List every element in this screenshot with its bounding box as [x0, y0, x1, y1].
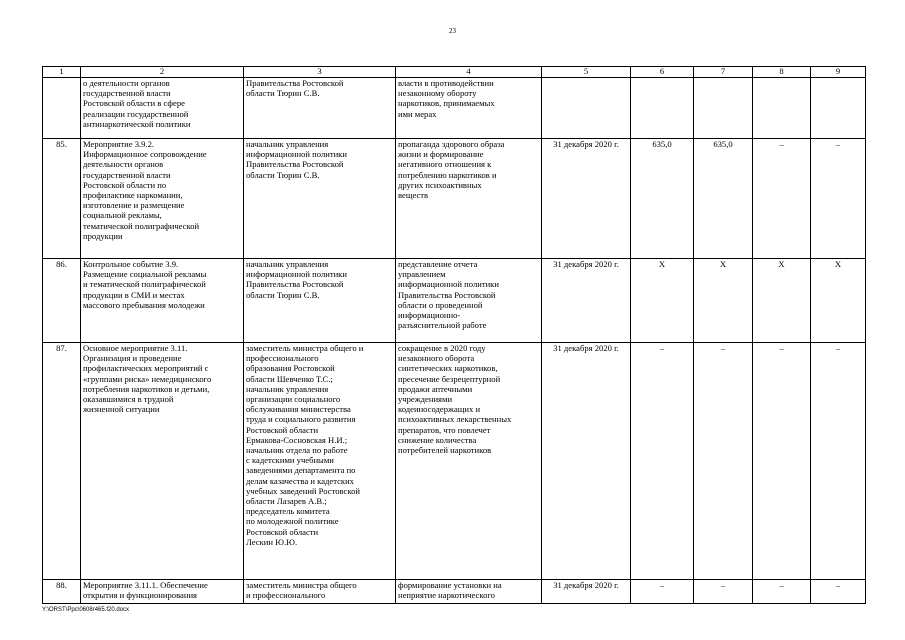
value-cell-8: – — [753, 343, 811, 580]
event-cell: Контрольное событие 3.9. Размещение социальной рекламы и тематической полиграфической продукции в СМИ и местах массового пребывания молодежи — [81, 259, 244, 343]
column-header-4: 4 — [396, 67, 542, 78]
date-cell: 31 декабря 2020 г. — [542, 580, 631, 604]
column-header-9: 9 — [811, 67, 866, 78]
file-path: Y:\ORST\Ppc\0608r465.f20.docx — [42, 607, 130, 613]
value-cell-6: – — [631, 343, 694, 580]
value-cell-7: – — [694, 580, 753, 604]
value-cell-6: Х — [631, 259, 694, 343]
responsible-cell: начальник управления информационной политики Правительства Ростовской области Тюрин С.В. — [244, 139, 396, 259]
column-header-3: 3 — [244, 67, 396, 78]
value-cell-9: Х — [811, 259, 866, 343]
result-cell: формирование установки на неприятие наркотического — [396, 580, 542, 604]
event-cell: о деятельности органов государственной власти Ростовской области в сфере реализации государственной антинаркотической политики — [81, 78, 244, 139]
value-cell-6 — [631, 78, 694, 139]
column-header-1: 1 — [43, 67, 81, 78]
value-cell-7 — [694, 78, 753, 139]
result-cell: власти в противодействии незаконному обороту наркотиков, принимаемых ими мерах — [396, 78, 542, 139]
value-cell-8 — [753, 78, 811, 139]
value-cell-7: Х — [694, 259, 753, 343]
value-cell-8: – — [753, 139, 811, 259]
event-cell: Мероприятие 3.11.1. Обеспечение открытия и функционирования — [81, 580, 244, 604]
column-header-8: 8 — [753, 67, 811, 78]
responsible-cell: Правительства Ростовской области Тюрин С.В. — [244, 78, 396, 139]
event-cell: Основное мероприятие 3.11. Организация и проведение профилактических мероприятий с «группами риска» немедицинского потребления наркотиков и детьми, оказавшимися в трудной жизненной ситуации — [81, 343, 244, 580]
value-cell-8: Х — [753, 259, 811, 343]
responsible-cell: заместитель министра общего и профессионального образования Ростовской области Шевченко Т.С.; начальник управления организации социального обслуживания министерства труда и социального развития Ростовской области Ермакова-Сосновская Н.И.; начальник отдела по работе с кадетскими учебными заведениями департамента по делам казачества и кадетских учебных заведений Ростовской области Лазарев А.В.; председатель комитета по молодежной политике Ростовской области Лескин Ю.Ю. — [244, 343, 396, 580]
table-row — [43, 139, 866, 259]
row-number: 88. — [43, 580, 81, 604]
row-number — [43, 78, 81, 139]
column-header-6: 6 — [631, 67, 694, 78]
column-header-2: 2 — [81, 67, 244, 78]
result-cell: представление отчета управлением информационной политики Правительства Ростовской области о проведенной информационно- разъяснительной работе — [396, 259, 542, 343]
value-cell-9 — [811, 78, 866, 139]
value-cell-8: – — [753, 580, 811, 604]
responsible-cell: начальник управления информационной политики Правительства Ростовской области Тюрин С.В. — [244, 259, 396, 343]
result-cell: пропаганда здорового образа жизни и формирование негативного отношения к потреблению наркотиков и других психоактивных веществ — [396, 139, 542, 259]
table-row — [43, 343, 866, 580]
row-number: 87. — [43, 343, 81, 580]
table-row — [43, 78, 866, 139]
row-number: 85. — [43, 139, 81, 259]
date-cell: 31 декабря 2020 г. — [542, 343, 631, 580]
value-cell-9: – — [811, 139, 866, 259]
value-cell-6: 635,0 — [631, 139, 694, 259]
date-cell: 31 декабря 2020 г. — [542, 139, 631, 259]
result-cell: сокращение в 2020 году незаконного оборота синтетических наркотиков, пресечение безрецептурной продажи аптечными учреждениями кодеиносодержащих и психоактивных лекарственных препаратов, что повлечет снижение количества потребителей наркотиков — [396, 343, 542, 580]
column-header-5: 5 — [542, 67, 631, 78]
value-cell-7: 635,0 — [694, 139, 753, 259]
plan-table — [42, 66, 866, 604]
table-row — [43, 259, 866, 343]
date-cell: 31 декабря 2020 г. — [542, 259, 631, 343]
value-cell-7: – — [694, 343, 753, 580]
page-number: 23 — [449, 27, 456, 35]
value-cell-6: – — [631, 580, 694, 604]
date-cell — [542, 78, 631, 139]
value-cell-9: – — [811, 580, 866, 604]
value-cell-9: – — [811, 343, 866, 580]
event-cell: Мероприятие 3.9.2. Информационное сопровождение деятельности органов государственной власти Ростовской области по профилактике наркомании, изготовление и размещение социальной рекламы, тематической полиграфической продукции — [81, 139, 244, 259]
column-header-7: 7 — [694, 67, 753, 78]
responsible-cell: заместитель министра общего и профессионального — [244, 580, 396, 604]
row-number: 86. — [43, 259, 81, 343]
header-row — [43, 67, 866, 78]
table-row — [43, 580, 866, 604]
